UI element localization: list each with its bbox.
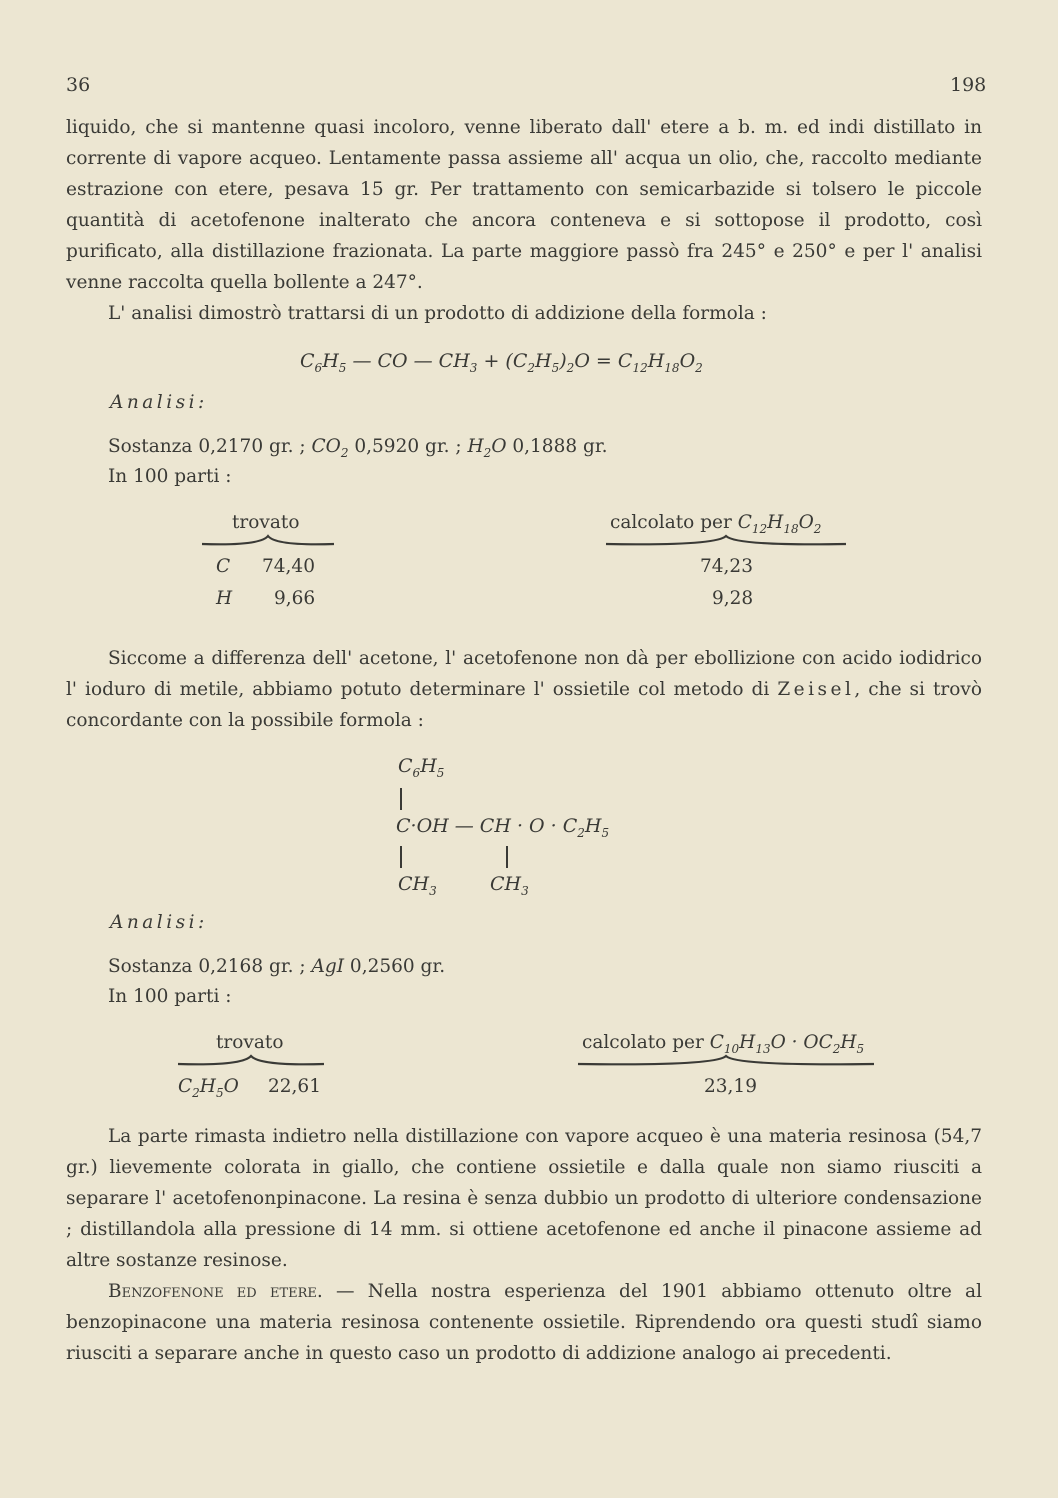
analysis-2-data: Sostanza 0,2168 gr. ; AgI 0,2560 gr. — [108, 956, 446, 977]
brace-calcolato-1 — [604, 532, 848, 548]
co2-value: 0,5920 gr. — [354, 436, 450, 457]
parts-2: In 100 parti : — [108, 986, 232, 1007]
calcolato-header-1: calcolato per $C_{12}H_{18}O_2$ — [610, 512, 822, 536]
calcolato-header-2: calcolato per $C_{10}H_{13}O \cdot OC_2H_5$ — [582, 1032, 865, 1056]
paragraph-2: L' analisi dimostrò trattarsi di un prodotto di addizione della formola : — [108, 303, 767, 324]
calc-h: 9,28 — [712, 588, 754, 609]
found-c: 74,40 — [262, 556, 315, 577]
agi-value: 0,2560 gr. — [349, 956, 446, 977]
section-head-benzofenone: Benzofenone ed etere. — [108, 1281, 323, 1302]
struct-c6h5: $C_6H_5$ — [398, 755, 445, 780]
sostanza-value: 0,2170 gr. — [198, 436, 294, 457]
bond-vertical-2 — [400, 846, 402, 868]
zeisel-name: Zeisel — [777, 679, 855, 700]
found-h: 9,66 — [274, 588, 316, 609]
trovato-header-1: trovato — [232, 512, 300, 533]
h2o-value: 0,1888 gr. — [512, 436, 608, 457]
element-h: H — [216, 588, 233, 609]
analysis-1-data: Sostanza 0,2170 gr. ; $CO_2$ 0,5920 gr. ; $H_2O$ 0,1888 gr. — [108, 436, 608, 460]
parts-1: In 100 parti : — [108, 466, 232, 487]
analisi-heading-2: Analisi: — [110, 912, 208, 933]
brace-trovato-2 — [176, 1052, 326, 1068]
paragraph-5: Benzofenone ed etere. — Nella nostra esperienza del 1901 abbiamo ottenuto oltre al benzopinacone una materia resinosa contenente ossietile. Riprendendo ora questi studî siamo riusciti a separare anche in questo caso un prodotto di addizione analogo ai precedenti. — [66, 1281, 982, 1364]
calc-c2h5o: 23,19 — [704, 1076, 757, 1097]
found-c2h5o: 22,61 — [268, 1076, 321, 1097]
brace-trovato-1 — [200, 532, 336, 548]
bond-vertical-3 — [506, 846, 508, 868]
brace-calcolato-2 — [576, 1052, 876, 1068]
calc-c: 74,23 — [700, 556, 753, 577]
page-number-right: 198 — [950, 74, 987, 96]
formula-addition-product: $C_6H_5$ — CO — $CH_3 + (C_2H_5)_2O = C_{12}H_{18}O_2$ — [300, 350, 703, 375]
paragraph-3: Siccome a differenza dell' acetone, l' acetofenone non dà per ebollizione con acido iodidrico l' ioduro di metile, abbiamo potuto determinare l' ossietile col metodo di Zeisel, che si trovò concordante con la possibile formola : — [66, 648, 982, 731]
sostanza-label: Sostanza — [108, 436, 193, 457]
paragraph-4: La parte rimasta indietro nella distillazione con vapore acqueo è una materia resinosa (54,7 gr.) lievemente colorata in giallo, che contiene ossietile e dalla quale non siamo riusciti a separare l' acetofenonpinacone. La resina è senza dubbio un prodotto di ulteriore condensazione ; distillandola alla pressione di 14 mm. si ottiene acetofenone ed anche il pinacone assieme ad altre sostanze resinose. — [66, 1126, 982, 1271]
element-c2h5o: $C_2H_5O$ — [178, 1076, 239, 1100]
sostanza-value-2: 0,2168 gr. — [198, 956, 294, 977]
paragraph-1: liquido, che si mantenne quasi incoloro, venne liberato dall' etere a b. m. ed indi distillato in corrente di vapore acqueo. Lentamente passa assieme all' acqua un olio, che, raccolto mediante estrazione con etere, pesava 15 gr. Per trattamento con semicarbazide si tolsero le piccole quantità di acetofenone inalterato che ancora conteneva e si sottopose il prodotto, così purificato, alla distillazione frazionata. La parte maggiore passò fra 245° e 250° e per l' analisi venne raccolta quella bollente a 247°. — [66, 117, 982, 293]
struct-ch3-right: $CH_3$ — [490, 873, 529, 898]
analisi-heading-1: Analisi: — [110, 392, 208, 413]
bond-vertical-1 — [400, 788, 402, 810]
struct-main-chain: C·OH — CH · $O \cdot C_2H_5$ — [396, 815, 610, 840]
trovato-header-2: trovato — [216, 1032, 284, 1053]
element-c: C — [216, 556, 231, 577]
struct-ch3-left: $CH_3$ — [398, 873, 437, 898]
page-number-left: 36 — [66, 74, 91, 96]
